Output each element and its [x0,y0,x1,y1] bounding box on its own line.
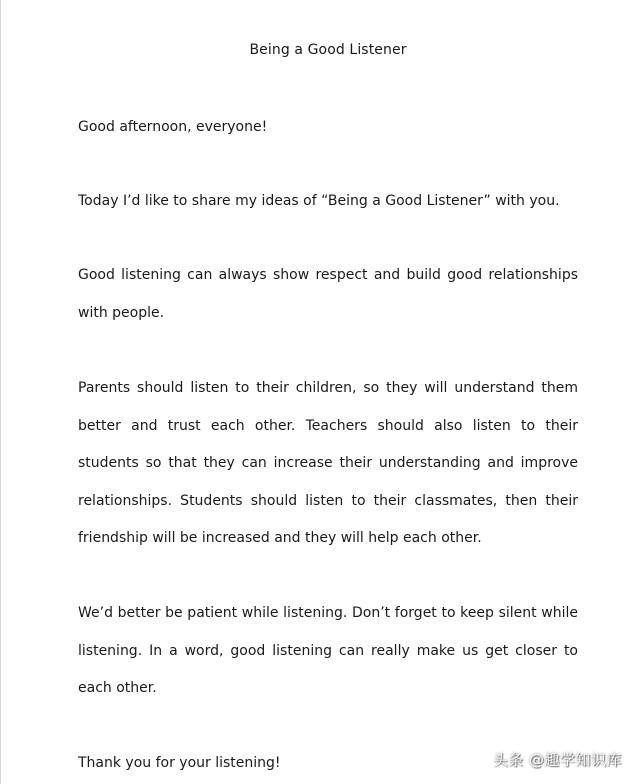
paragraph-intro: Today I’d like to share my ideas of “Being a Good Listener” with you. [78,193,560,209]
paragraph-greeting: Good afternoon, everyone! [78,119,268,135]
paragraph-closing: Thank you for your listening! [78,755,281,771]
paragraph-examples: Parents should listen to their children, so they will understand them better and trust each other. Teachers should also listen to their students so that they can increase their understanding and improve relationships. Students should listen to their classmates, then their friendship will be increased and they will help each other. [78,380,578,546]
source-watermark: 头条 @趣学知识库 [492,751,622,769]
paragraph-importance: Good listening can always show respect and build good relationships with people. [78,267,578,321]
page-edge-divider [0,0,1,784]
paragraph-advice: We’d better be patient while listening. Don’t forget to keep silent while listening. In a word, good listening can really make us get closer to each other. [78,605,578,696]
document-title: Being a Good Listener [249,42,407,58]
